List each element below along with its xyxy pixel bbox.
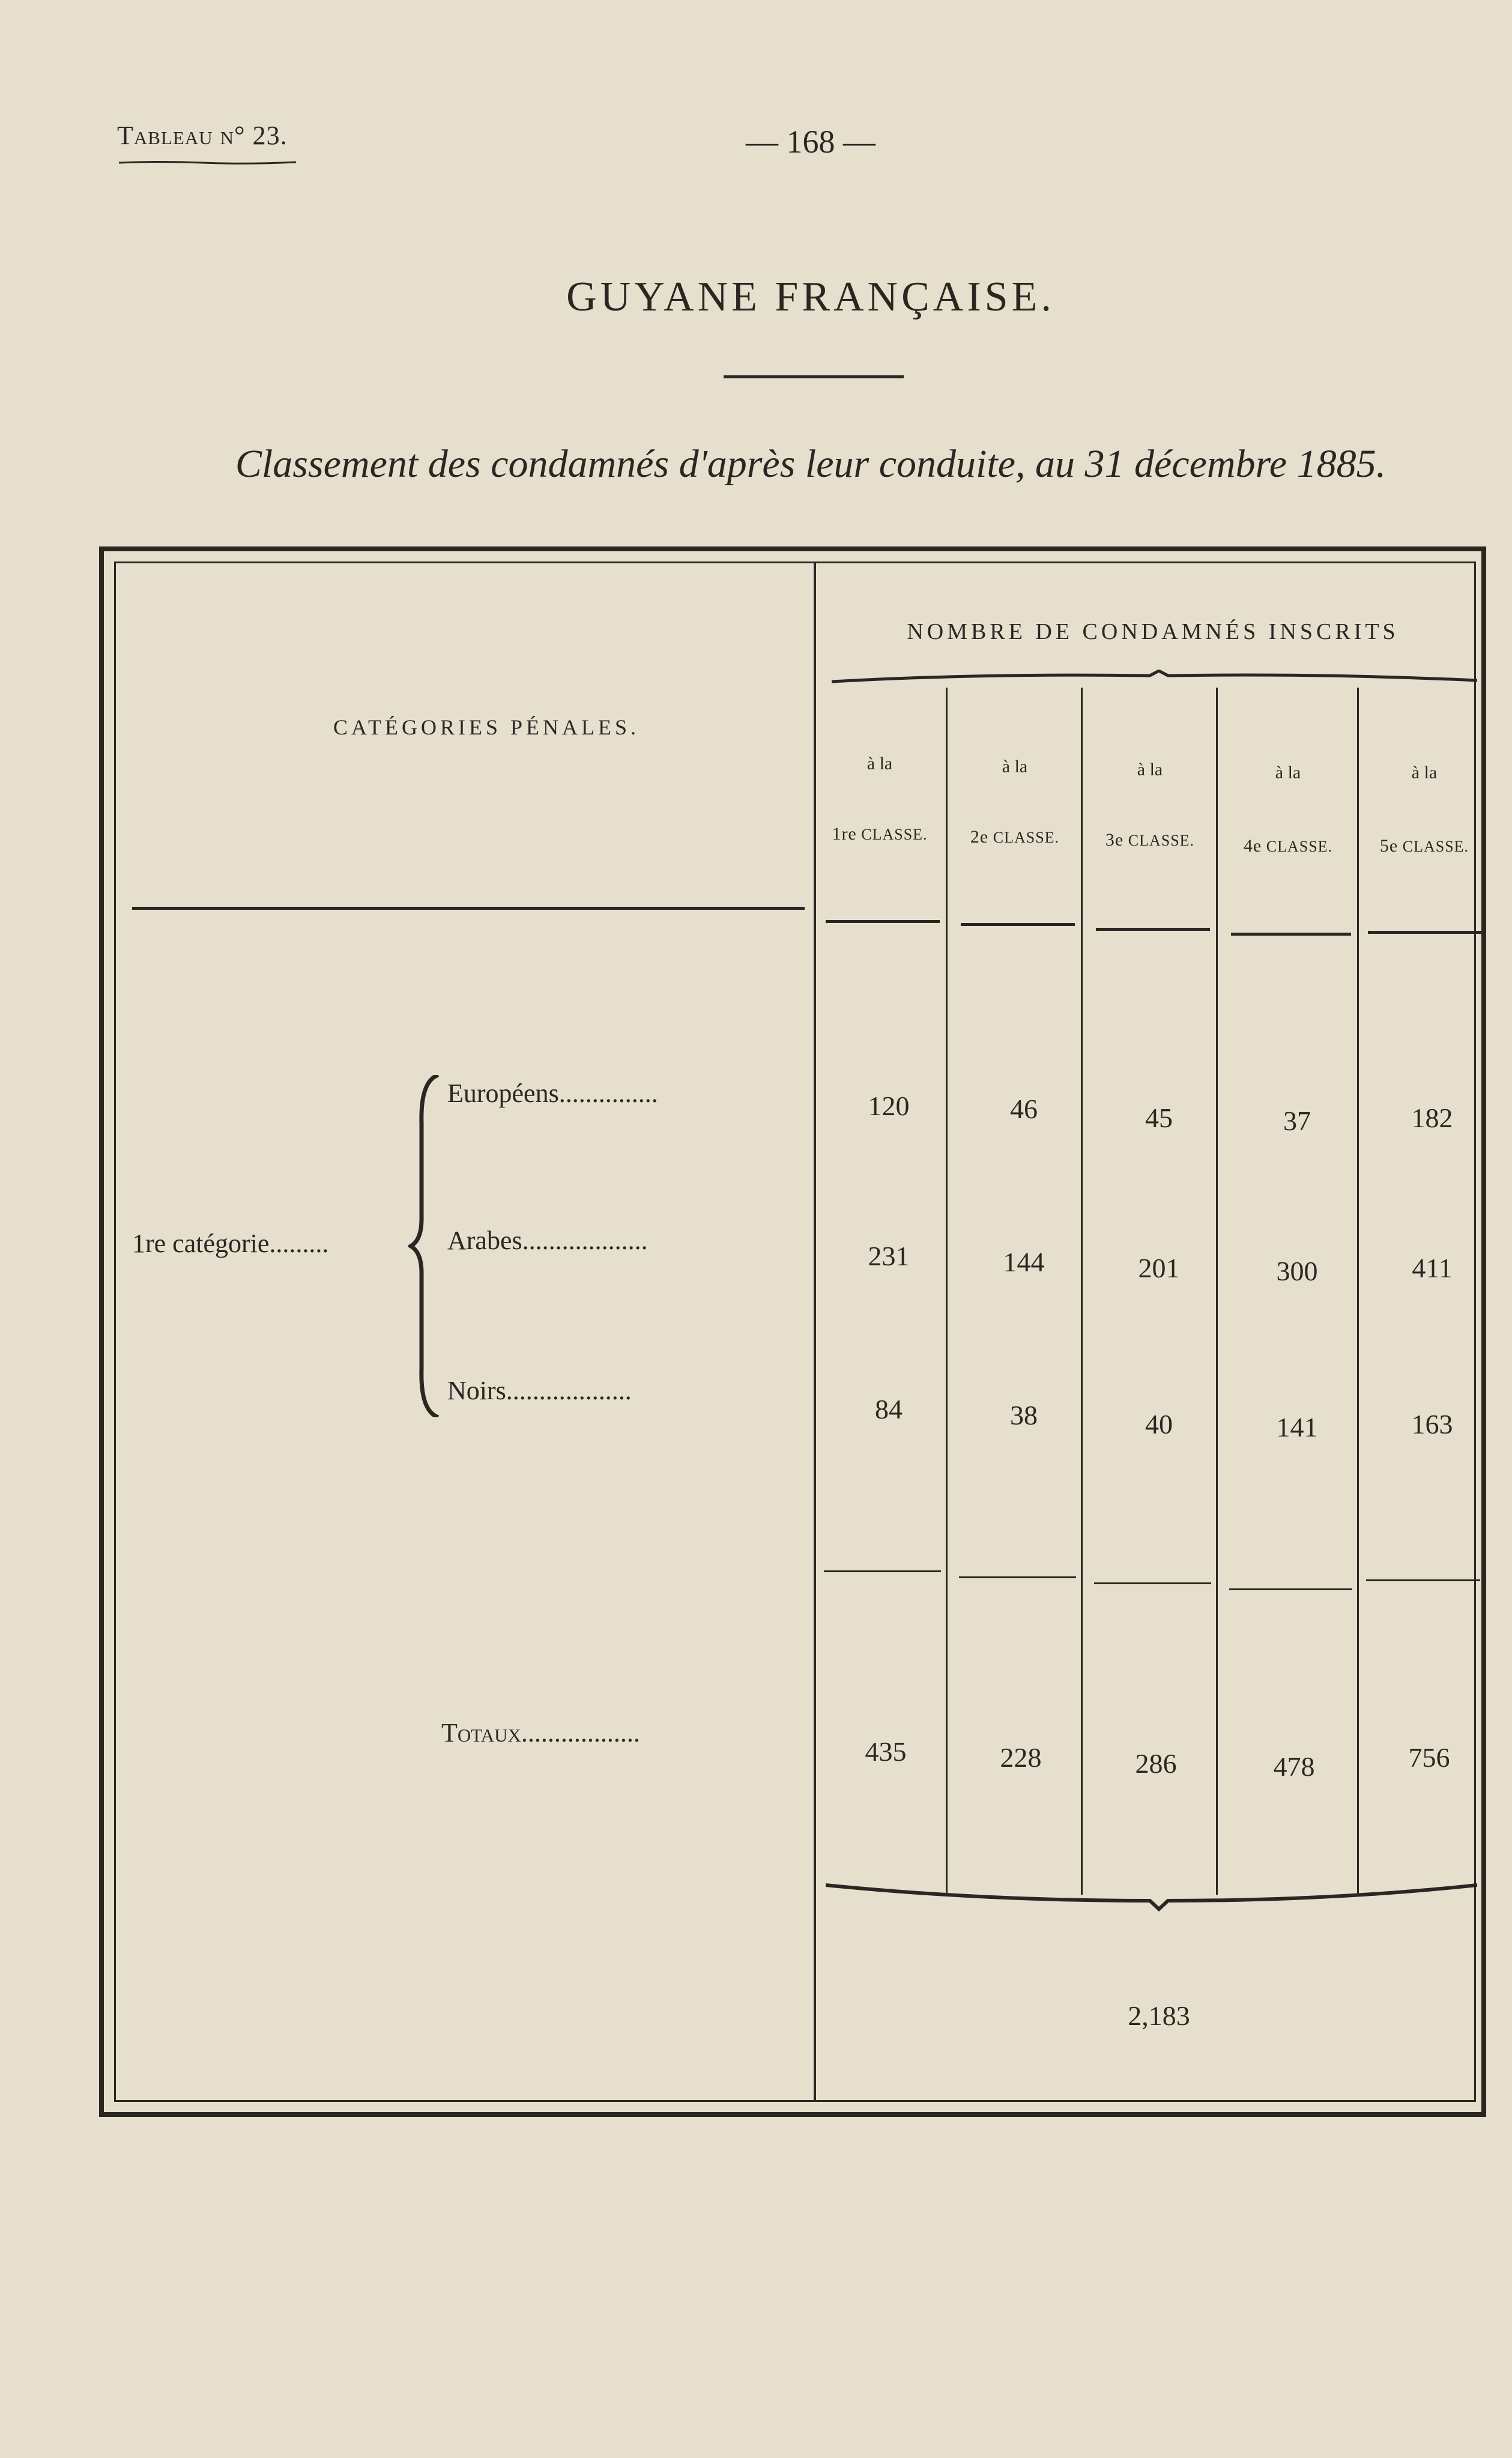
column-3-class: CLASSE. — [1128, 832, 1195, 849]
cell-arabes-4: 300 — [1276, 1256, 1318, 1286]
cell-europeens-4: 37 — [1283, 1106, 1311, 1136]
cell-arabes-2: 144 — [1003, 1247, 1045, 1277]
category-name: 1re catégorie — [132, 1229, 270, 1258]
cell-noirs-1: 84 — [875, 1394, 903, 1424]
cell-noirs-4: 141 — [1276, 1412, 1318, 1442]
body-rule-col-3 — [1094, 1582, 1211, 1584]
column-3-ordinal: 3e — [1105, 830, 1124, 850]
row-label-europeens: Européens............... — [447, 1079, 658, 1108]
total-col-3: 286 — [1135, 1748, 1177, 1779]
column-2-class: CLASSE. — [993, 829, 1060, 846]
column-4-class: CLASSE. — [1266, 838, 1333, 855]
page-number: — 168 — — [746, 124, 875, 160]
cell-arabes-1: 231 — [868, 1241, 910, 1271]
total-col-5: 756 — [1408, 1742, 1450, 1773]
column-2-ordinal: 2e — [970, 827, 989, 847]
column-5-ordinal: 5e — [1379, 836, 1399, 856]
table-inner-frame — [114, 562, 1476, 2102]
header-rule-col-2 — [961, 923, 1075, 926]
column-separator-4 — [1357, 688, 1359, 1895]
column-5-class: CLASSE. — [1402, 838, 1469, 855]
tableau-number: Tableau n° 23. — [117, 121, 288, 150]
category-divider — [814, 562, 816, 2102]
column-4-header — [1222, 836, 1354, 856]
cell-arabes-5: 411 — [1412, 1253, 1453, 1283]
header-rule-col-5 — [1368, 931, 1482, 934]
group-header: NOMBRE DE CONDAMNÉS INSCRITS — [907, 619, 1399, 644]
column-4-ordinal: 4e — [1243, 836, 1262, 856]
column-1-header — [814, 824, 946, 844]
column-2-prefix: à la — [1002, 757, 1028, 776]
column-2-header — [949, 827, 1081, 847]
cell-europeens-3: 45 — [1145, 1103, 1173, 1133]
group-header-brace — [832, 670, 1477, 688]
row-label-noirs: Noirs................... — [447, 1376, 632, 1405]
table-subtitle: Classement des condamnés d'après leur conduite, au 31 décembre 1885. — [235, 442, 1387, 486]
column-1-prefix: à la — [866, 754, 893, 773]
tableau-underline — [119, 161, 296, 165]
totals-label: Totaux.................. — [441, 1718, 640, 1748]
grand-total: 2,183 — [1128, 2000, 1190, 2031]
column-4-prefix: à la — [1275, 763, 1301, 783]
cell-noirs-2: 38 — [1010, 1400, 1038, 1430]
cell-arabes-3: 201 — [1138, 1253, 1180, 1283]
column-1-class: CLASSE. — [861, 826, 928, 843]
category-header: CATÉGORIES PÉNALES. — [333, 715, 640, 739]
column-separator-3 — [1216, 688, 1218, 1895]
body-rule-col-5 — [1366, 1579, 1480, 1581]
column-5-header — [1358, 836, 1490, 856]
column-separator-1 — [946, 688, 948, 1895]
column-3-header — [1084, 830, 1216, 850]
body-rule-col-4 — [1229, 1588, 1352, 1590]
header-rule-col-1 — [826, 920, 940, 923]
column-3-prefix: à la — [1137, 760, 1163, 779]
column-5-prefix: à la — [1411, 763, 1438, 783]
body-rule-col-1 — [824, 1570, 941, 1572]
row-label-arabes: Arabes................... — [447, 1226, 648, 1255]
cell-europeens-1: 120 — [868, 1091, 910, 1121]
header-rule-col-4 — [1231, 933, 1351, 936]
grand-total-brace — [826, 1883, 1477, 1913]
cell-europeens-5: 182 — [1411, 1103, 1453, 1133]
title-rule — [724, 375, 904, 378]
category-label: 1re catégorie......... — [132, 1229, 329, 1258]
page-title: GUYANE FRANÇAISE. — [566, 274, 1055, 320]
category-brace — [408, 1075, 444, 1417]
cell-europeens-2: 46 — [1010, 1094, 1038, 1124]
total-col-1: 435 — [865, 1736, 907, 1767]
cell-noirs-5: 163 — [1411, 1409, 1453, 1439]
total-col-4: 478 — [1273, 1751, 1315, 1782]
column-separator-2 — [1081, 688, 1083, 1895]
body-rule-col-2 — [959, 1576, 1076, 1578]
header-rule-categories — [132, 907, 805, 910]
cell-noirs-3: 40 — [1145, 1409, 1173, 1439]
header-rule-col-3 — [1096, 928, 1210, 931]
column-1-ordinal: 1re — [832, 824, 857, 844]
total-col-2: 228 — [1000, 1742, 1042, 1773]
